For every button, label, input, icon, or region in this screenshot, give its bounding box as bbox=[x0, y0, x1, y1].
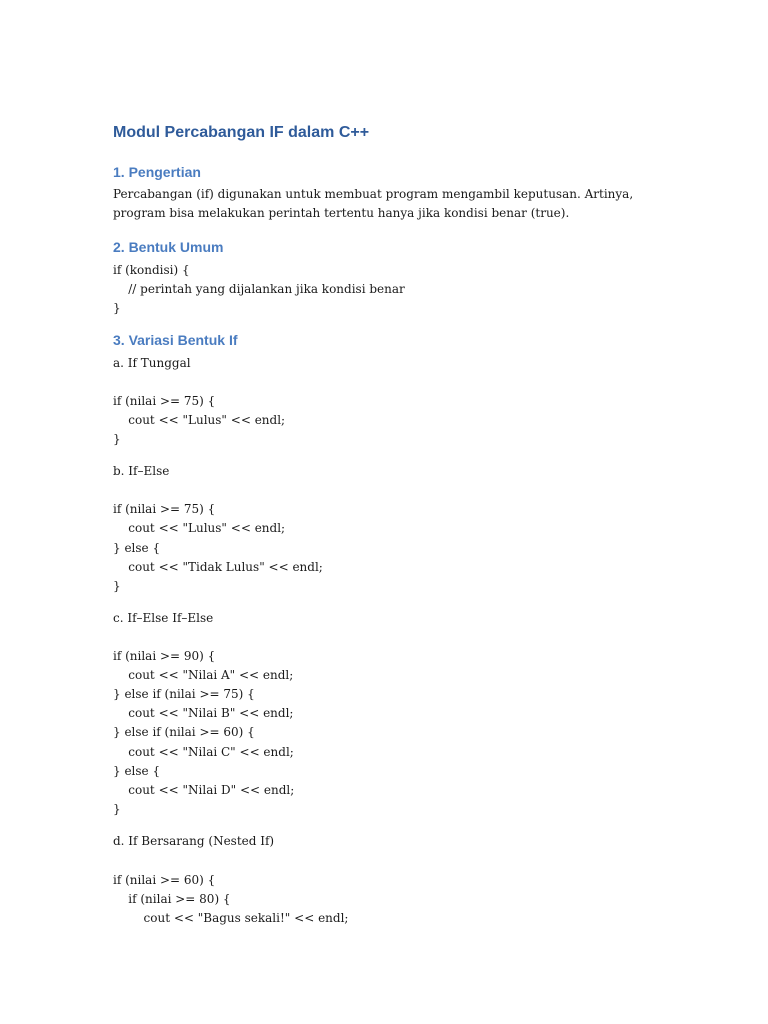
code-line: } else if (nilai >= 75) { bbox=[113, 687, 255, 701]
code-line: if (nilai >= 75) { bbox=[113, 502, 216, 516]
code-line: // perintah yang dijalankan jika kondisi benar bbox=[113, 282, 405, 296]
heading-bentuk-umum: 2. Bentuk Umum bbox=[113, 239, 224, 255]
code-line: } bbox=[113, 579, 121, 593]
code-line: if (nilai >= 80) { bbox=[113, 892, 231, 906]
code-line: cout << "Nilai A" << endl; bbox=[113, 668, 294, 682]
code-line: } else if (nilai >= 60) { bbox=[113, 725, 255, 739]
heading-pengertian: 1. Pengertian bbox=[113, 164, 201, 180]
code-line: cout << "Tidak Lulus" << endl; bbox=[113, 560, 323, 574]
subsection-label-if-bersarang: d. If Bersarang (Nested If) bbox=[113, 834, 275, 848]
code-line: } bbox=[113, 432, 121, 446]
subsection-label-if-else-if: c. If–Else If–Else bbox=[113, 611, 214, 625]
code-line: cout << "Nilai C" << endl; bbox=[113, 745, 294, 759]
code-line: if (nilai >= 60) { bbox=[113, 873, 216, 887]
code-line: cout << "Nilai B" << endl; bbox=[113, 706, 294, 720]
code-line: } else { bbox=[113, 764, 161, 778]
code-line: if (nilai >= 75) { bbox=[113, 394, 216, 408]
heading-variasi: 3. Variasi Bentuk If bbox=[113, 332, 238, 348]
code-line: if (nilai >= 90) { bbox=[113, 649, 216, 663]
code-line: cout << "Nilai D" << endl; bbox=[113, 783, 295, 797]
code-line: } bbox=[113, 802, 121, 816]
subsection-label-if-tunggal: a. If Tunggal bbox=[113, 356, 191, 370]
code-line: if (kondisi) { bbox=[113, 263, 190, 277]
code-line: cout << "Lulus" << endl; bbox=[113, 521, 286, 535]
code-line: cout << "Lulus" << endl; bbox=[113, 413, 286, 427]
code-line: cout << "Bagus sekali!" << endl; bbox=[113, 911, 349, 925]
pengertian-text-line-1: Percabangan (if) digunakan untuk membuat program mengambil keputusan. Artinya, bbox=[113, 187, 634, 201]
code-line: } else { bbox=[113, 541, 161, 555]
pengertian-text-line-2: program bisa melakukan perintah tertentu hanya jika kondisi benar (true). bbox=[113, 206, 570, 220]
subsection-label-if-else: b. If–Else bbox=[113, 464, 170, 478]
code-line: } bbox=[113, 301, 121, 315]
document-title: Modul Percabangan IF dalam C++ bbox=[113, 124, 370, 141]
